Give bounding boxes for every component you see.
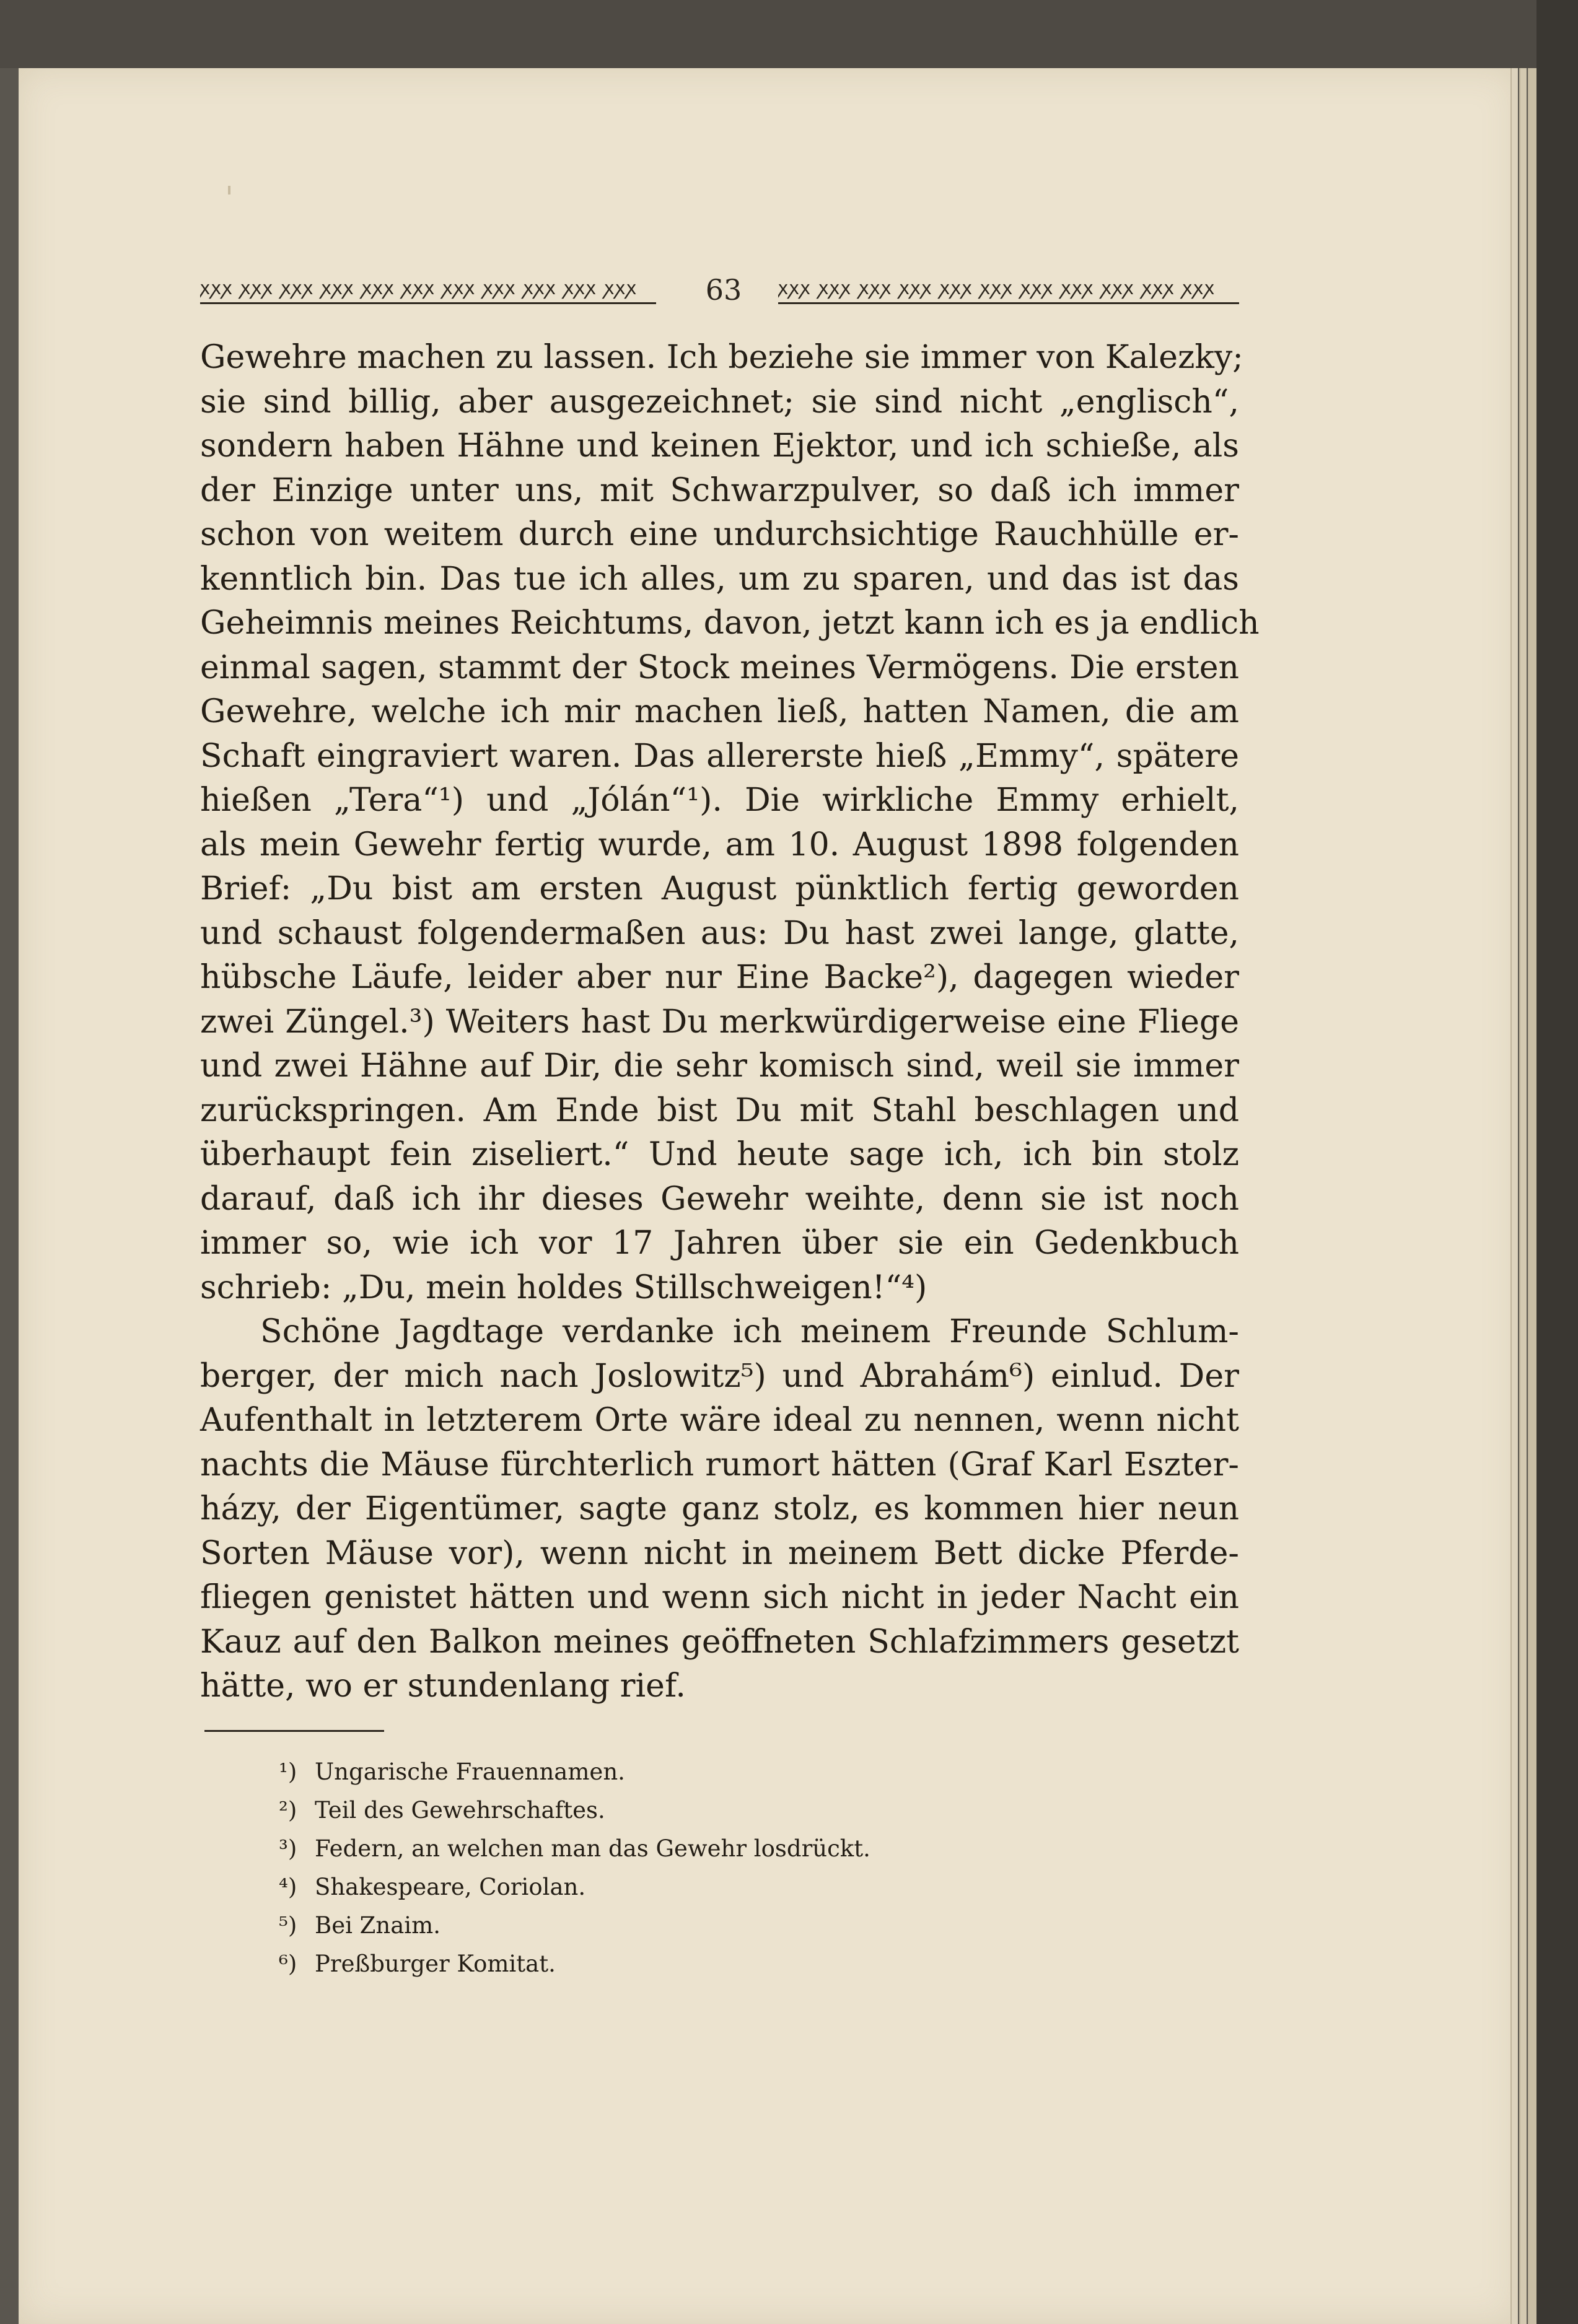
footnote-text: Preßburger Komitat. (315, 1950, 556, 1977)
footnote-text: Ungarische Frauennamen. (315, 1758, 625, 1785)
text-line: Sorten Mäuse vor), wenn nicht in meinem Bett dicke Pferde- (200, 1534, 1239, 1572)
footnote-text: Federn, an welchen man das Gewehr losdrückt. (315, 1835, 870, 1862)
footnote (279, 1868, 1084, 1907)
text-line: hießen „Tera“¹) und „Jólán“¹). Die wirkliche Emmy erhielt, (200, 782, 1239, 819)
text-line: der Einzige unter uns, mit Schwarzpulver, so daß ich immer (200, 471, 1239, 509)
footnote (279, 1791, 1084, 1830)
scan-top-band (0, 0, 1578, 68)
footnote (279, 1753, 1084, 1791)
footnote-marker: ¹) (279, 1758, 297, 1785)
footnote (279, 1945, 1084, 1983)
text-line: nachts die Mäuse fürchterlich rumort hätten (Graf Karl Eszter- (200, 1446, 1239, 1483)
footnote-text: Teil des Gewehrschaftes. (315, 1797, 605, 1824)
footnote (279, 1830, 1084, 1868)
text-line: hübsche Läufe, leider aber nur Eine Backe²), dagegen wieder (200, 959, 1239, 996)
text-line: immer so, wie ich vor 17 Jahren über sie ein Gedenkbuch (200, 1225, 1239, 1262)
header-ornament-left: ꭗꭗꭗ ꭗꭗꭗ ꭗꭗꭗ ꭗꭗꭗ ꭗꭗꭗ ꭗꭗꭗ ꭗꭗꭗ ꭗꭗꭗ ꭗꭗꭗ ꭗꭗꭗ ꭗꭗꭗ (200, 277, 656, 304)
page-number: 63 (705, 273, 742, 307)
text-line: zurückspringen. Am Ende bist Du mit Stahl beschlagen und (200, 1091, 1239, 1129)
header-ornament-right: ꭗꭗꭗ ꭗꭗꭗ ꭗꭗꭗ ꭗꭗꭗ ꭗꭗꭗ ꭗꭗꭗ ꭗꭗꭗ ꭗꭗꭗ ꭗꭗꭗ ꭗꭗꭗ ꭗꭗꭗ (778, 277, 1239, 304)
paragraph-end-line: hätte, wo er stundenlang rief. (200, 1667, 686, 1705)
text-line: überhaupt fein ziseliert.“ Und heute sage ich, ich bin stolz (200, 1136, 1239, 1173)
text-line: darauf, daß ich ihr dieses Gewehr weihte, denn sie ist noch (200, 1180, 1239, 1218)
footnote-text: Bei Znaim. (315, 1912, 441, 1939)
text-line: Gewehre, welche ich mir machen ließ, hatten Namen, die am (200, 693, 1239, 730)
footnote-text: Shakespeare, Coriolan. (315, 1874, 586, 1900)
text-line: berger, der mich nach Joslowitz⁵) und Abrahám⁶) einlud. Der (200, 1357, 1239, 1395)
paper-blemish (228, 186, 230, 194)
text-line: kenntlich bin. Das tue ich alles, um zu sparen, und das ist das (200, 560, 1239, 598)
text-line: Geheimnis meines Reichtums, davon, jetzt kann ich es ja endlich (200, 605, 1260, 642)
paragraph-end-line: schrieb: „Du, mein holdes Stillschweigen!“⁴) (200, 1269, 927, 1306)
scan-right-margin (1536, 0, 1578, 2324)
page-edge (1510, 68, 1518, 2324)
footnote-marker: ⁴) (279, 1874, 297, 1900)
running-header (200, 273, 1239, 307)
footnotes (279, 1753, 1084, 1983)
text-line: fliegen genistet hätten und wenn sich nicht in jeder Nacht ein (200, 1579, 1239, 1616)
text-line: házy, der Eigentümer, sagte ganz stolz, es kommen hier neun (200, 1490, 1239, 1527)
text-line: sie sind billig, aber ausgezeichnet; sie sind nicht „englisch“, (200, 383, 1239, 421)
text-line: Kauz auf den Balkon meines geöffneten Schlafzimmers gesetzt (200, 1623, 1239, 1661)
footnote-marker: ⁶) (279, 1950, 297, 1977)
text-line: Brief: „Du bist am ersten August pünktlich fertig geworden (200, 870, 1239, 907)
footnote-marker: ⁵) (279, 1912, 297, 1939)
footnote-marker: ³) (279, 1835, 297, 1862)
text-line: einmal sagen, stammt der Stock meines Vermögens. Die ersten (200, 649, 1239, 686)
text-line: und zwei Hähne auf Dir, die sehr komisch sind, weil sie immer (200, 1047, 1239, 1085)
text-line: Gewehre machen zu lassen. Ich beziehe sie immer von Kalezky; (200, 339, 1243, 376)
footnote-separator (204, 1730, 384, 1732)
text-line: sondern haben Hähne und keinen Ejektor, und ich schieße, als (200, 427, 1239, 465)
body-text (200, 336, 1260, 1709)
text-line: als mein Gewehr fertig wurde, am 10. August 1898 folgenden (200, 826, 1239, 863)
footnote-marker: ²) (279, 1797, 297, 1824)
page-edge (1519, 68, 1527, 2324)
text-line: zwei Züngel.³) Weiters hast Du merkwürdigerweise eine Fliege (200, 1003, 1239, 1041)
text-line: Schaft eingraviert waren. Das allererste hieß „Emmy“, spätere (200, 737, 1239, 775)
footnote (279, 1907, 1084, 1945)
text-line: schon von weitem durch eine undurchsichtige Rauchhülle er- (200, 516, 1239, 553)
paragraph-start-line: Schöne Jagdtage verdanke ich meinem Freunde Schlum- (260, 1313, 1239, 1350)
text-line: Aufenthalt in letzterem Orte wäre ideal zu nennen, wenn nicht (200, 1402, 1239, 1439)
text-line: und schaust folgendermaßen aus: Du hast zwei lange, glatte, (200, 914, 1239, 952)
